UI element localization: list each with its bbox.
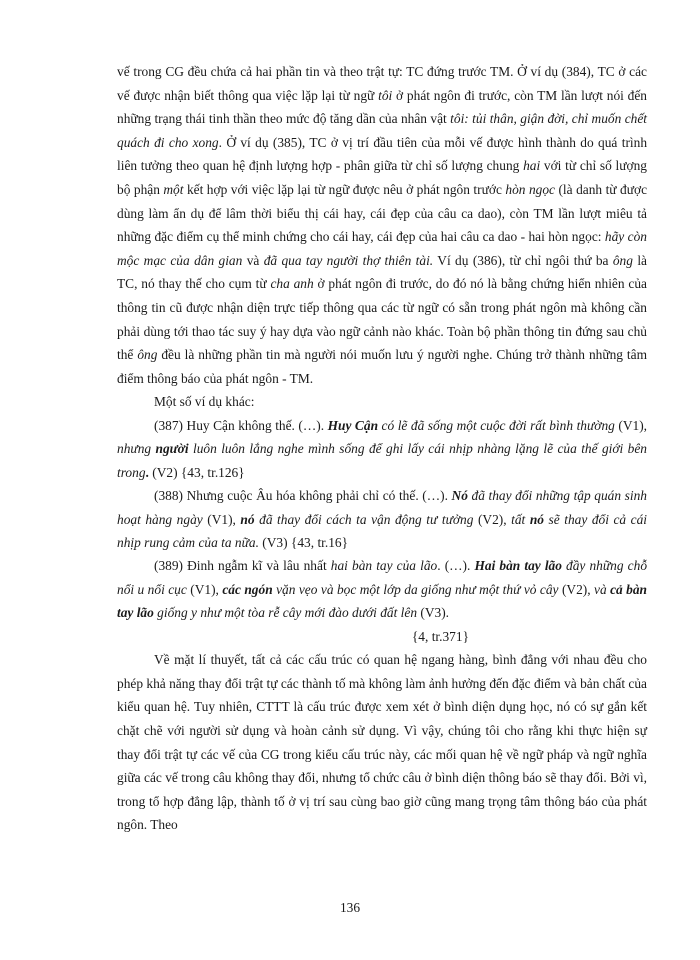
text-span: . (…). — [437, 558, 475, 574]
italic-term: ông — [612, 252, 633, 268]
bold-italic-term: Nó — [451, 488, 468, 504]
italic-term: hai — [523, 158, 541, 174]
text-span: ở phát ngôn đi trước, còn TM lần lượt nói đến những trạng thái tinh thần theo mức độ tăng dần của nhân vật — [117, 87, 647, 127]
text-span: vế trong CG đều chứa cả hai phần tin và theo trật tự: TC đứng trước TM. Ở ví dụ (384), TC ở các vế được nhận biết thông qua việc lặp lại từ ngữ — [117, 64, 647, 103]
italic-term: cha anh — [270, 276, 314, 292]
paragraph-theory: Về mặt lí thuyết, tất cả các cấu trúc có quan hệ ngang hàng, bình đẳng với nhau đều cho phép khả năng thay đổi trật tự các thành tố mà không làm ảnh hưởng đến đặc điểm và bản chất của kiểu quan hệ. Tuy nhiên, CTTT là cấu trúc được xem xét ở bình diện dụng học, nó có sự gắn kết chặt chẽ với người sử dụng và hoàn cảnh sử dụng. Vì vậy, chúng tôi cho rằng khi thực hiện sự thay đổi trật tự các vế của CG trong kiểu cấu trúc này, các mối quan hệ về ngữ pháp và ngữ nghĩa giữa các vế trong câu không thay đổi, nhưng tổ chức câu ở bình diện thông báo sẽ thay đổi. Bởi vì, trong tổ hợp đẳng lập, thành tố ở vị trí sau cùng bao giờ cũng mang trọng tâm thông báo của phát ngôn. Theo — [117, 652, 647, 833]
italic-term: giống y như một tòa rễ cây mới đào dưới đất lên — [153, 605, 418, 621]
paragraph-examples-intro: Một số ví dụ khác: — [154, 394, 255, 410]
bold-italic-term: Huy Cận — [327, 417, 379, 433]
italic-term: hai bàn tay của lão — [330, 558, 438, 574]
text-span: (V2), — [558, 581, 595, 597]
text-span: (V1), — [614, 417, 647, 433]
text-span: (V3). — [417, 605, 450, 621]
text-span: với từ chỉ số lượng bộ phận — [117, 158, 647, 197]
text-span: là TC, nó thay thế cho cụm từ — [117, 252, 647, 292]
text-span: và — [242, 252, 264, 268]
bold-italic-term: cả bàn tay lão — [117, 581, 648, 621]
text-span: (là danh từ được dùng làm ẩn dụ để lâm thời biểu thị cái hay, cái đẹp của câu ca dao), còn TM lần lượt miêu tả những đặc điểm cụ thể minh chứng cho cái hay, cái đẹp của hai câu ca dao - hai hòn ngọc: — [117, 181, 648, 245]
italic-term: tôi: tủi thân, giận đời, chỉ muốn chết quách đi cho xong — [117, 111, 648, 150]
text-span: (388) Nhưng cuộc Âu hóa không phải chỉ có thế. (…). — [154, 488, 452, 504]
italic-term: tôi — [378, 87, 393, 103]
italic-term: nhưng — [117, 441, 156, 457]
bold-italic-term: nó — [240, 511, 255, 527]
italic-term: một — [163, 181, 184, 197]
italic-term: đã thay đổi những tập quán sinh hoạt hàng ngày — [117, 488, 647, 527]
text-span: đều là những phần tin mà người nói muốn lưu ý người nghe. Chúng trở thành những tâm điểm thông báo của phát ngôn - TM. — [117, 347, 647, 386]
italic-term: ông — [137, 347, 158, 363]
text-span: . Ở ví dụ (385), TC ở vị trí đầu tiên của mỗi vế được hình thành do quá trình liên tưởng theo quan hệ định lượng hợp - phân giữa từ chỉ số lượng chung — [117, 134, 648, 174]
text-span: (V3) {43, tr.16} — [258, 534, 349, 550]
citation: {4, tr.371} — [411, 628, 469, 644]
bold-italic-term: nó — [529, 511, 544, 527]
page-number: 136 — [339, 900, 361, 915]
bold-italic-term: Hai bàn tay lão — [474, 558, 562, 574]
text-span: (V2), — [473, 511, 512, 527]
paragraph-analysis — [117, 60, 647, 390]
text-span: (389) Đinh ngẫm kĩ và lâu nhất — [154, 558, 331, 574]
italic-term: và — [594, 581, 611, 597]
text-span: (387) Huy Cận không thế. (…). — [154, 417, 328, 433]
italic-term: sẽ thay đổi cả cái nhịp rung cảm của ta nữa. — [117, 511, 648, 550]
italic-term: hòn ngọc — [505, 181, 555, 197]
example-389 — [117, 554, 647, 624]
italic-term: đã thay đổi cách ta vận động tư tưởng — [254, 511, 474, 527]
bold-italic-term: các ngón — [222, 581, 273, 597]
bold-italic-term: người — [155, 441, 189, 457]
italic-term: đầy những chỗ nổi u nổi cục — [117, 558, 648, 597]
text-span: (V1), — [186, 581, 223, 597]
italic-term: đã qua tay người thợ thiên tài. — [263, 252, 434, 268]
text-span: Ví dụ (386), từ chỉ ngôi thứ ba — [433, 252, 613, 268]
text-span: (V2) {43, tr.126} — [148, 464, 245, 480]
example-387 — [117, 414, 647, 484]
example-388 — [117, 484, 647, 554]
italic-term: hãy còn mộc mạc của dân gian — [117, 229, 647, 268]
italic-term: luôn luôn lắng nghe mình sống để ghi lấy cái nhịp nhàng lặng lẽ của thế giới bên trong — [117, 441, 647, 480]
italic-term: có lẽ đã sống một cuộc đời rất bình thường — [378, 417, 615, 433]
text-span: (V1), — [202, 511, 241, 527]
bold-term: . — [145, 464, 149, 480]
body-text — [117, 60, 647, 837]
text-span: ở phát ngôn đi trước, do đó nó là bằng chứng hiển nhiên của thông tin cũ được nhận diện trực tiếp thông qua các từ ngữ có sẵn trong phát ngôn mà không cần phải dùng tới thao tác suy ý hay dựa vào ngữ cảnh nào khác. Toàn bộ phần thông tin đứng sau chủ thể — [117, 276, 647, 363]
text-span: kết hợp với việc lặp lại từ ngữ được nêu ở phát ngôn trước — [183, 181, 506, 197]
italic-term: tất — [511, 511, 530, 527]
italic-term: vặn vẹo và bọc một lớp da giống như một thứ vỏ cây — [272, 581, 559, 597]
